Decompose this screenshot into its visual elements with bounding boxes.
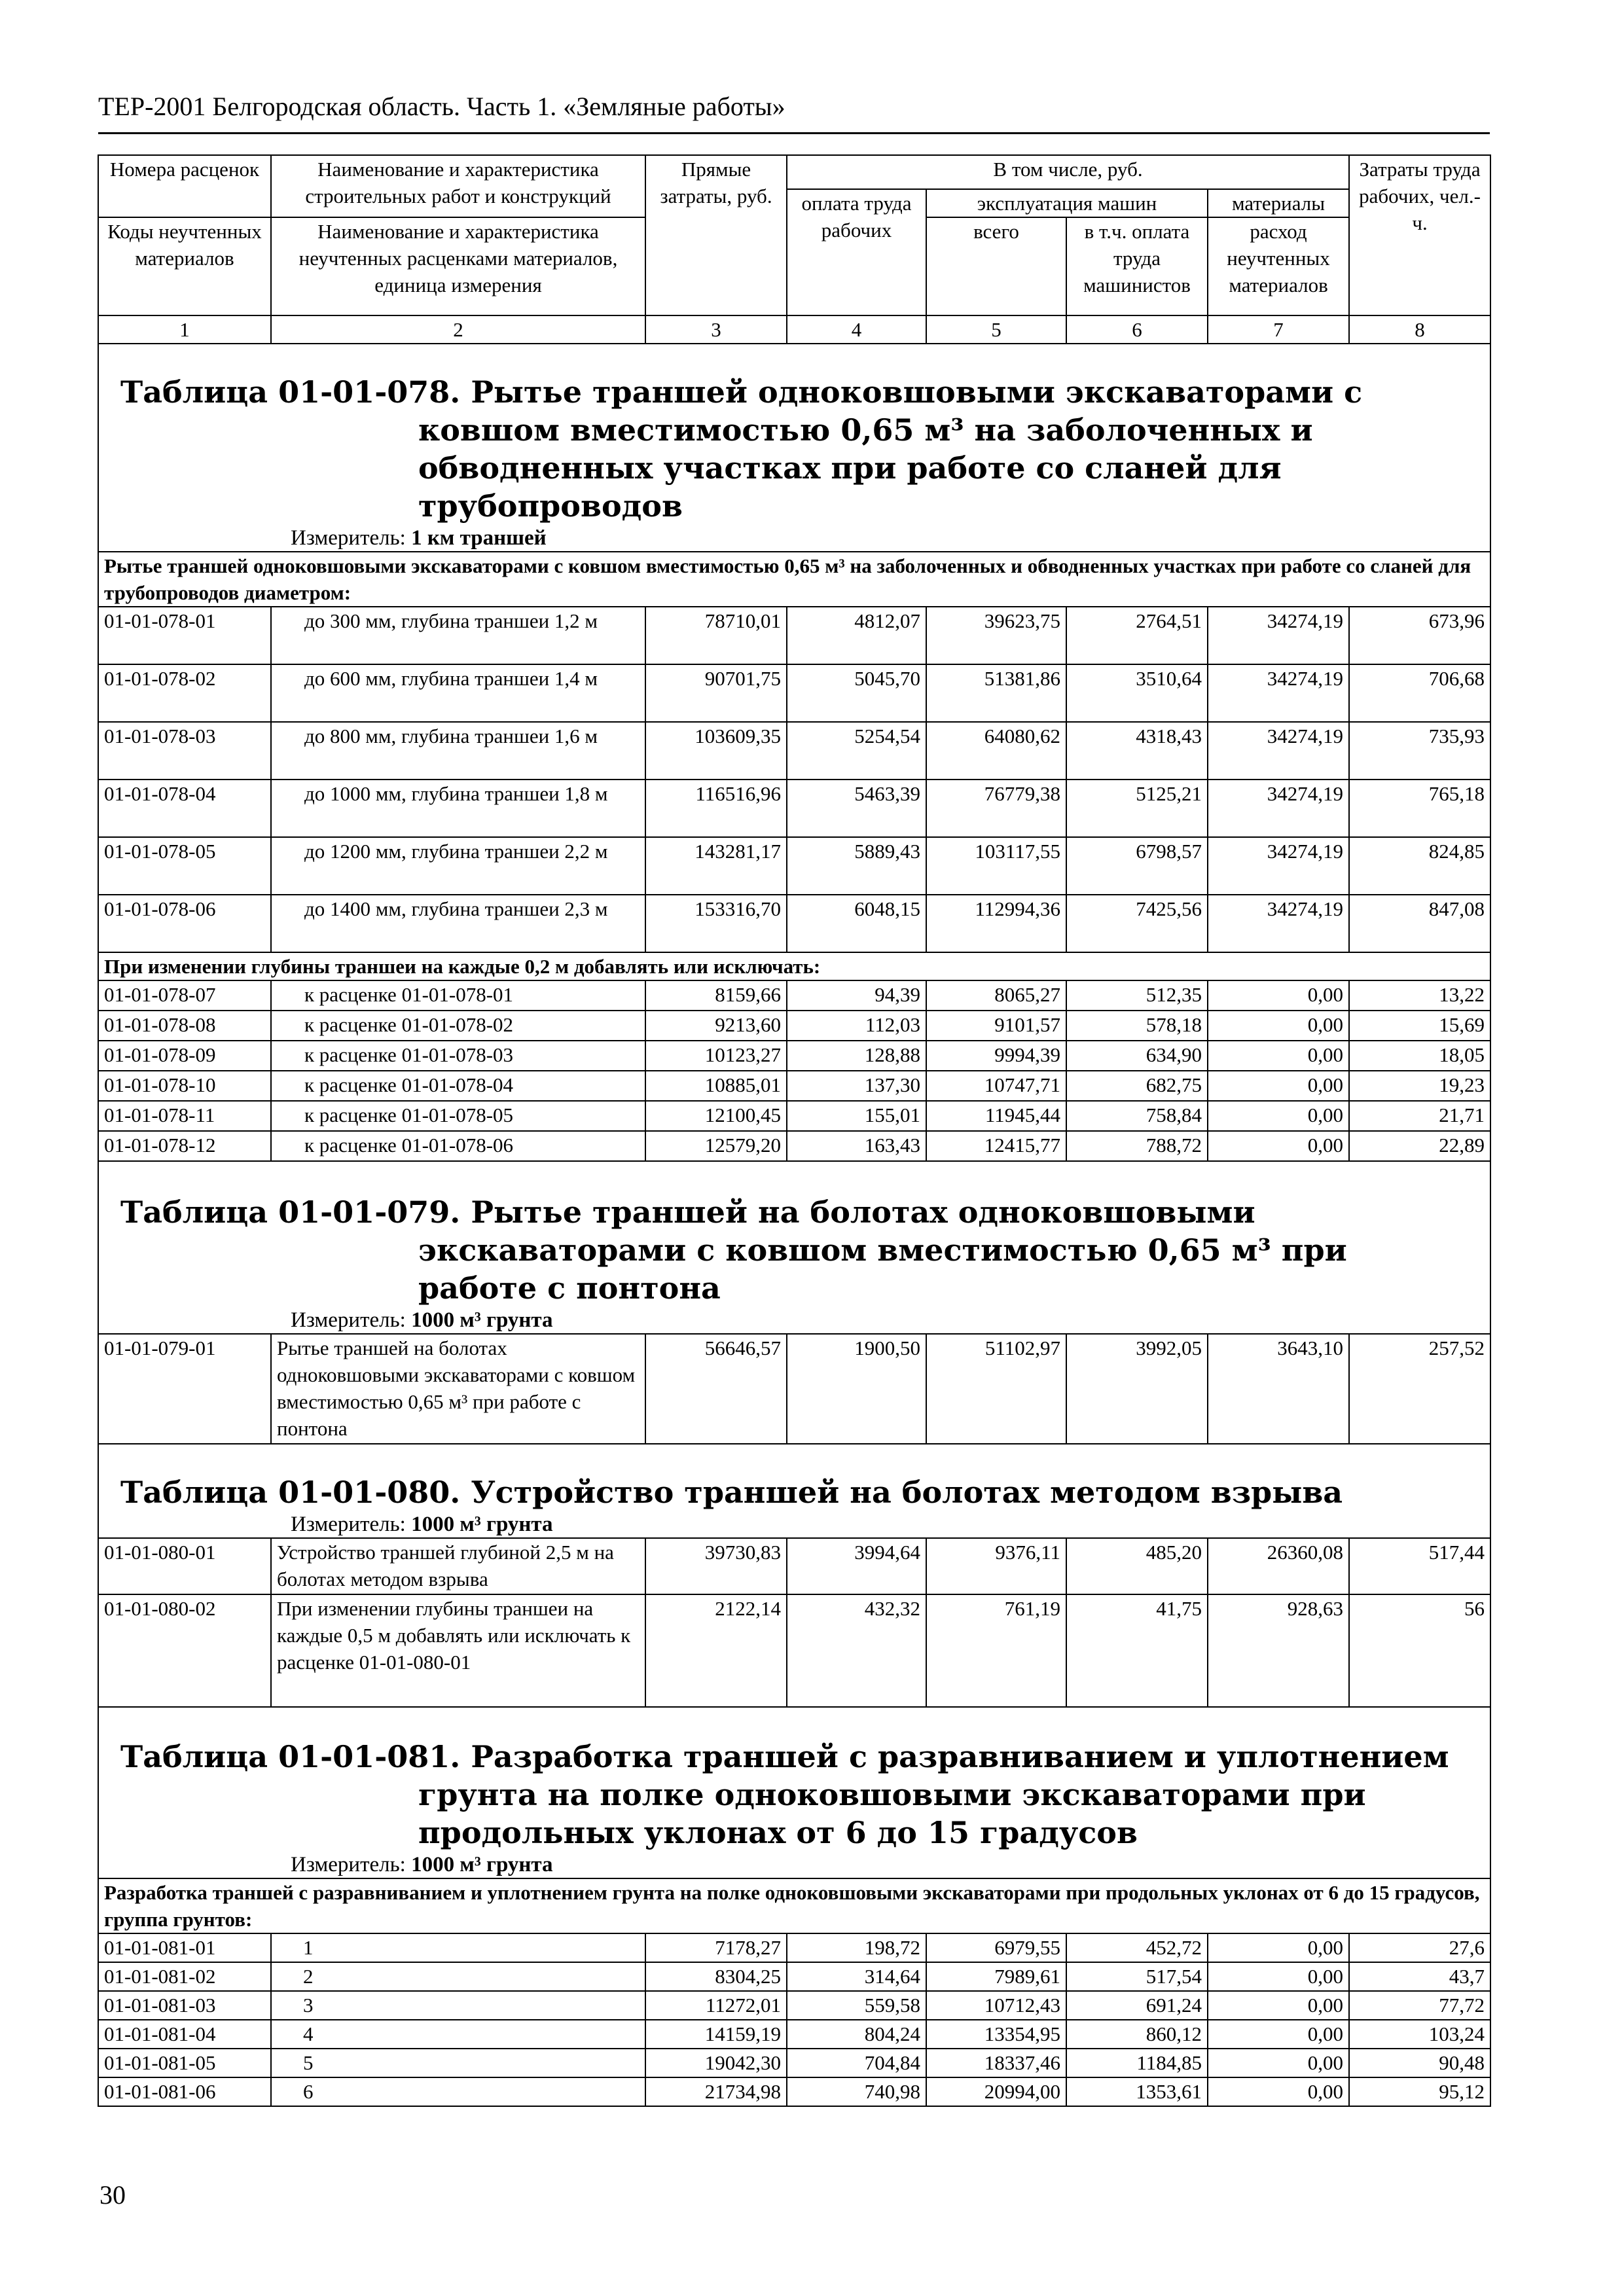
table-row (98, 1011, 1490, 1041)
rate-code: 01-01-080-01 (98, 1538, 271, 1594)
machinist-wages: 682,75 (1066, 1071, 1208, 1101)
header-work-name: Наименование и характеристика строительных работ и конструкций (271, 155, 645, 217)
table-row (98, 837, 1490, 895)
machinist-wages: 3992,05 (1066, 1334, 1208, 1444)
materials: 0,00 (1208, 1011, 1349, 1041)
materials: 26360,08 (1208, 1538, 1349, 1594)
machines-total: 12415,77 (926, 1131, 1066, 1161)
table-row (98, 1071, 1490, 1101)
measure-value: 1000 м³ грунта (411, 1853, 553, 1876)
machinist-wages: 452,72 (1066, 1933, 1208, 1962)
machines-total: 18337,46 (926, 2049, 1066, 2077)
table-row (98, 664, 1490, 722)
direct-costs: 21734,98 (645, 2077, 787, 2106)
materials: 0,00 (1208, 1962, 1349, 1991)
table-row (98, 2077, 1490, 2106)
materials: 0,00 (1208, 980, 1349, 1011)
direct-costs: 116516,96 (645, 780, 787, 837)
table-row (98, 1933, 1490, 1962)
rate-description: 6 (271, 2077, 645, 2106)
rate-code: 01-01-078-02 (98, 664, 271, 722)
table-title-cell (98, 1161, 1490, 1334)
machines-total: 13354,95 (926, 2020, 1066, 2049)
machines-total: 10712,43 (926, 1991, 1066, 2020)
wages: 4812,07 (787, 607, 926, 664)
header-column-numbers (98, 315, 1490, 344)
column-number: 3 (645, 315, 787, 344)
labor-costs: 517,44 (1349, 1538, 1490, 1594)
materials: 34274,19 (1208, 780, 1349, 837)
wages: 314,64 (787, 1962, 926, 1991)
measure-value: 1000 м³ грунта (411, 1513, 553, 1536)
materials: 0,00 (1208, 2049, 1349, 2077)
materials: 34274,19 (1208, 664, 1349, 722)
header-material-codes: Коды неучтенных материалов (98, 217, 271, 315)
labor-costs: 673,96 (1349, 607, 1490, 664)
labor-costs: 21,71 (1349, 1101, 1490, 1131)
machines-total: 9994,39 (926, 1041, 1066, 1071)
labor-costs: 90,48 (1349, 2049, 1490, 2077)
direct-costs: 8159,66 (645, 980, 787, 1011)
direct-costs: 153316,70 (645, 895, 787, 952)
direct-costs: 2122,14 (645, 1594, 787, 1707)
machinist-wages: 2764,51 (1066, 607, 1208, 664)
rate-description: Рытье траншей на болотах одноковшовыми экскаваторами с ковшом вместимостью 0,65 м³ при работе с понтона (271, 1334, 645, 1444)
measure-value: 1000 м³ грунта (411, 1308, 553, 1332)
direct-costs: 14159,19 (645, 2020, 787, 2049)
group-heading-row (98, 1878, 1490, 1933)
rate-code: 01-01-078-05 (98, 837, 271, 895)
labor-costs: 19,23 (1349, 1071, 1490, 1101)
rate-description: 2 (271, 1962, 645, 1991)
wages: 112,03 (787, 1011, 926, 1041)
rate-description: Устройство траншей глубиной 2,5 м на болотах методом взрыва (271, 1538, 645, 1594)
page-number: 30 (99, 2180, 126, 2210)
machinist-wages: 6798,57 (1066, 837, 1208, 895)
wages: 5254,54 (787, 722, 926, 780)
header-including: В том числе, руб. (787, 155, 1349, 189)
machinist-wages: 1184,85 (1066, 2049, 1208, 2077)
table-measure (104, 1852, 1485, 1878)
table-title: Таблица 01-01-080. Устройство траншей на болотах методом взрыва (120, 1475, 1343, 1510)
machinist-wages: 7425,56 (1066, 895, 1208, 952)
direct-costs: 10123,27 (645, 1041, 787, 1071)
header-materials: материалы (1208, 189, 1349, 217)
direct-costs: 12579,20 (645, 1131, 787, 1161)
materials: 0,00 (1208, 1101, 1349, 1131)
machines-total: 9376,11 (926, 1538, 1066, 1594)
machinist-wages: 788,72 (1066, 1131, 1208, 1161)
table-title-row (98, 1161, 1490, 1334)
group-heading: Разработка траншей с разравниванием и уплотнением грунта на полке одноковшовыми экскаваторами при продольных уклонах от 6 до 15 градусов, группа грунтов: (98, 1878, 1490, 1933)
wages: 198,72 (787, 1933, 926, 1962)
labor-costs: 15,69 (1349, 1011, 1490, 1041)
machinist-wages: 1353,61 (1066, 2077, 1208, 2106)
group-heading-row (98, 552, 1490, 607)
materials: 0,00 (1208, 1131, 1349, 1161)
machines-total: 6979,55 (926, 1933, 1066, 1962)
materials: 928,63 (1208, 1594, 1349, 1707)
labor-costs: 706,68 (1349, 664, 1490, 722)
labor-costs: 18,05 (1349, 1041, 1490, 1071)
labor-costs: 22,89 (1349, 1131, 1490, 1161)
machines-total: 20994,00 (926, 2077, 1066, 2106)
rate-code: 01-01-079-01 (98, 1334, 271, 1444)
table-row (98, 780, 1490, 837)
wages: 432,32 (787, 1594, 926, 1707)
materials: 0,00 (1208, 2077, 1349, 2106)
rate-description: до 1200 мм, глубина траншеи 2,2 м (271, 837, 645, 895)
table-row (98, 1131, 1490, 1161)
rates-table-body (98, 155, 1490, 2106)
machinist-wages: 41,75 (1066, 1594, 1208, 1707)
group-heading-row (98, 952, 1490, 980)
machines-total: 11945,44 (926, 1101, 1066, 1131)
wages: 128,88 (787, 1041, 926, 1071)
wages: 5045,70 (787, 664, 926, 722)
measure-label: Измеритель: (291, 1308, 406, 1332)
group-heading: Рытье траншей одноковшовыми экскаваторами с ковшом вместимостью 0,65 м³ на заболоченных и обводненных участках при работе со сланей для трубопроводов диаметром: (98, 552, 1490, 607)
labor-costs: 13,22 (1349, 980, 1490, 1011)
table-row (98, 1101, 1490, 1131)
machines-total: 10747,71 (926, 1071, 1066, 1101)
rate-code: 01-01-078-07 (98, 980, 271, 1011)
direct-costs: 143281,17 (645, 837, 787, 895)
machinist-wages: 3510,64 (1066, 664, 1208, 722)
machinist-wages: 512,35 (1066, 980, 1208, 1011)
materials: 34274,19 (1208, 837, 1349, 895)
materials: 0,00 (1208, 1071, 1349, 1101)
rate-code: 01-01-078-08 (98, 1011, 271, 1041)
rate-code: 01-01-078-04 (98, 780, 271, 837)
machines-total: 76779,38 (926, 780, 1066, 837)
materials: 0,00 (1208, 1991, 1349, 2020)
rate-description: до 600 мм, глубина траншеи 1,4 м (271, 664, 645, 722)
table-row (98, 895, 1490, 952)
direct-costs: 12100,45 (645, 1101, 787, 1131)
rate-description: до 800 мм, глубина траншеи 1,6 м (271, 722, 645, 780)
table-measure (104, 525, 1485, 551)
column-number: 5 (926, 315, 1066, 344)
wages: 5463,39 (787, 780, 926, 837)
table-title-cell (98, 1444, 1490, 1538)
header-material-name: Наименование и характеристика неучтенных расценками материалов, единица измерения (271, 217, 645, 315)
labor-costs: 824,85 (1349, 837, 1490, 895)
machinist-wages: 517,54 (1066, 1962, 1208, 1991)
machines-total: 51102,97 (926, 1334, 1066, 1444)
direct-costs: 9213,60 (645, 1011, 787, 1041)
materials: 0,00 (1208, 1041, 1349, 1071)
rate-description: 3 (271, 1991, 645, 2020)
rate-code: 01-01-078-06 (98, 895, 271, 952)
rate-code: 01-01-078-09 (98, 1041, 271, 1071)
rate-code: 01-01-078-11 (98, 1101, 271, 1131)
rate-description: При изменении глубины траншеи на каждые 0,5 м добавлять или исключать к расценке 01-01-080-01 (271, 1594, 645, 1707)
table-row (98, 980, 1490, 1011)
labor-costs: 735,93 (1349, 722, 1490, 780)
wages: 155,01 (787, 1101, 926, 1131)
labor-costs: 77,72 (1349, 1991, 1490, 2020)
header-machines: эксплуатация машин (926, 189, 1208, 217)
measure-label: Измеритель: (291, 526, 406, 550)
header-rule (98, 132, 1490, 134)
wages: 804,24 (787, 2020, 926, 2049)
direct-costs: 10885,01 (645, 1071, 787, 1101)
machines-total: 103117,55 (926, 837, 1066, 895)
labor-costs: 765,18 (1349, 780, 1490, 837)
machinist-wages: 485,20 (1066, 1538, 1208, 1594)
machines-total: 51381,86 (926, 664, 1066, 722)
table-row (98, 2020, 1490, 2049)
rate-description: к расценке 01-01-078-05 (271, 1101, 645, 1131)
machines-total: 9101,57 (926, 1011, 1066, 1041)
measure-label: Измеритель: (291, 1853, 406, 1876)
rate-description: до 1400 мм, глубина траншеи 2,3 м (271, 895, 645, 952)
machines-total: 7989,61 (926, 1962, 1066, 1991)
table-title: Таблица 01-01-079. Рытье траншей на болотах одноковшовыми экскаваторами с ковшом вместимостью 0,65 м³ при работе с понтона (120, 1194, 1347, 1306)
header-wages: оплата труда рабочих (787, 189, 926, 315)
wages: 137,30 (787, 1071, 926, 1101)
rate-code: 01-01-080-02 (98, 1594, 271, 1707)
table-title-cell (98, 344, 1490, 552)
rate-code: 01-01-081-03 (98, 1991, 271, 2020)
machinist-wages: 578,18 (1066, 1011, 1208, 1041)
machinist-wages: 691,24 (1066, 1991, 1208, 2020)
rate-description: к расценке 01-01-078-01 (271, 980, 645, 1011)
table-title: Таблица 01-01-078. Рытье траншей одноковшовыми экскаваторами с ковшом вместимостью 0,65 м³ на заболоченных и обводненных участках при работе со сланей для трубопроводов (120, 374, 1363, 524)
materials: 34274,19 (1208, 895, 1349, 952)
header-direct-costs: Прямые затраты, руб. (645, 155, 787, 315)
direct-costs: 19042,30 (645, 2049, 787, 2077)
labor-costs: 103,24 (1349, 2020, 1490, 2049)
direct-costs: 78710,01 (645, 607, 787, 664)
rate-description: 1 (271, 1933, 645, 1962)
materials: 34274,19 (1208, 722, 1349, 780)
wages: 5889,43 (787, 837, 926, 895)
materials: 0,00 (1208, 2020, 1349, 2049)
rate-description: 4 (271, 2020, 645, 2049)
table-title-row (98, 1707, 1490, 1878)
materials: 0,00 (1208, 1933, 1349, 1962)
direct-costs: 56646,57 (645, 1334, 787, 1444)
wages: 94,39 (787, 980, 926, 1011)
wages: 704,84 (787, 2049, 926, 2077)
machines-total: 39623,75 (926, 607, 1066, 664)
labor-costs: 27,6 (1349, 1933, 1490, 1962)
rate-description: к расценке 01-01-078-03 (271, 1041, 645, 1071)
column-number: 4 (787, 315, 926, 344)
table-row (98, 2049, 1490, 2077)
wages: 3994,64 (787, 1538, 926, 1594)
machines-total: 761,19 (926, 1594, 1066, 1707)
rates-table (98, 154, 1491, 2107)
rate-code: 01-01-081-01 (98, 1933, 271, 1962)
table-measure (104, 1307, 1485, 1333)
machines-total: 8065,27 (926, 980, 1066, 1011)
header-material-use: расход неучтенных материалов (1208, 217, 1349, 315)
rate-description: до 300 мм, глубина траншеи 1,2 м (271, 607, 645, 664)
rate-code: 01-01-078-12 (98, 1131, 271, 1161)
table-row (98, 722, 1490, 780)
labor-costs: 257,52 (1349, 1334, 1490, 1444)
header-machines-total: всего (926, 217, 1066, 315)
labor-costs: 95,12 (1349, 2077, 1490, 2106)
machinist-wages: 860,12 (1066, 2020, 1208, 2049)
measure-label: Измеритель: (291, 1513, 406, 1536)
running-head: ТЕР-2001 Белгородская область. Часть 1. «Земляные работы» (98, 92, 785, 121)
direct-costs: 8304,25 (645, 1962, 787, 1991)
column-number: 1 (98, 315, 271, 344)
rate-code: 01-01-081-06 (98, 2077, 271, 2106)
rate-description: 5 (271, 2049, 645, 2077)
rate-description: к расценке 01-01-078-04 (271, 1071, 645, 1101)
direct-costs: 7178,27 (645, 1933, 787, 1962)
table-measure (104, 1511, 1485, 1537)
header-rate-numbers: Номера расценок (98, 155, 271, 217)
wages: 6048,15 (787, 895, 926, 952)
header-machinist-wages: в т.ч. оплата труда машинистов (1066, 217, 1208, 315)
table-row (98, 1334, 1490, 1444)
direct-costs: 11272,01 (645, 1991, 787, 2020)
rate-code: 01-01-078-03 (98, 722, 271, 780)
rate-description: к расценке 01-01-078-02 (271, 1011, 645, 1041)
table-title: Таблица 01-01-081. Разработка траншей с разравниванием и уплотнением грунта на полке одноковшовыми экскаваторами при продольных уклонах от 6 до 15 градусов (120, 1739, 1449, 1850)
labor-costs: 847,08 (1349, 895, 1490, 952)
table-row (98, 1538, 1490, 1594)
wages: 163,43 (787, 1131, 926, 1161)
materials: 3643,10 (1208, 1334, 1349, 1444)
table-title-cell (98, 1707, 1490, 1878)
table-title-row (98, 344, 1490, 552)
rate-description: до 1000 мм, глубина траншеи 1,8 м (271, 780, 645, 837)
direct-costs: 39730,83 (645, 1538, 787, 1594)
column-number: 7 (1208, 315, 1349, 344)
header-labor-costs: Затраты труда рабочих, чел.-ч. (1349, 155, 1490, 315)
labor-costs: 56 (1349, 1594, 1490, 1707)
table-row (98, 1594, 1490, 1707)
rate-code: 01-01-081-04 (98, 2020, 271, 2049)
wages: 1900,50 (787, 1334, 926, 1444)
table-row (98, 1962, 1490, 1991)
machinist-wages: 758,84 (1066, 1101, 1208, 1131)
wages: 559,58 (787, 1991, 926, 2020)
rate-description: к расценке 01-01-078-06 (271, 1131, 645, 1161)
column-number: 2 (271, 315, 645, 344)
table-row (98, 607, 1490, 664)
wages: 740,98 (787, 2077, 926, 2106)
table-row (98, 1041, 1490, 1071)
column-number: 8 (1349, 315, 1490, 344)
rate-code: 01-01-078-01 (98, 607, 271, 664)
machinist-wages: 5125,21 (1066, 780, 1208, 837)
machinist-wages: 634,90 (1066, 1041, 1208, 1071)
group-heading: При изменении глубины траншеи на каждые 0,2 м добавлять или исключать: (98, 952, 1490, 980)
labor-costs: 43,7 (1349, 1962, 1490, 1991)
machines-total: 112994,36 (926, 895, 1066, 952)
rate-code: 01-01-081-02 (98, 1962, 271, 1991)
rate-code: 01-01-081-05 (98, 2049, 271, 2077)
table-title-row (98, 1444, 1490, 1538)
direct-costs: 90701,75 (645, 664, 787, 722)
table-row (98, 1991, 1490, 2020)
direct-costs: 103609,35 (645, 722, 787, 780)
materials: 34274,19 (1208, 607, 1349, 664)
column-number: 6 (1066, 315, 1208, 344)
measure-value: 1 км траншей (411, 526, 547, 550)
rate-code: 01-01-078-10 (98, 1071, 271, 1101)
machines-total: 64080,62 (926, 722, 1066, 780)
machinist-wages: 4318,43 (1066, 722, 1208, 780)
